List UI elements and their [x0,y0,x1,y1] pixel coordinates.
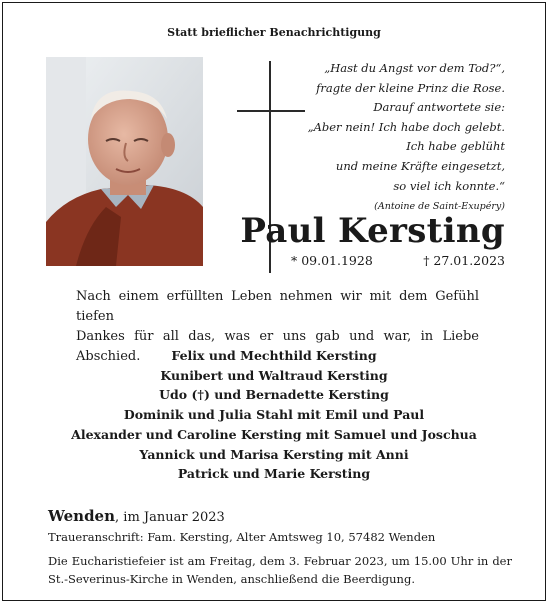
place-date: , im Januar 2023 [115,510,225,525]
poem-attribution: (Antoine de Saint-Exupéry) [374,201,505,213]
message-line: Nach einem erfüllten Leben nehmen wir mit dem Gefühl tiefen [76,289,479,324]
place-town: Wenden [48,507,116,525]
poem-line: fragte der kleine Prinz die Rose. [316,80,505,95]
service-line: St.-Severinus-Kirche in Wenden, anschließend die Beerdigung. [48,572,415,586]
family-member: Patrick und Marie Kersting [177,466,371,482]
service-info [48,552,512,588]
poem-line: Darauf antwortete sie: [373,100,505,115]
family-member: Yannick und Marisa Kersting mit Anni [139,446,409,462]
family-list [3,346,545,484]
mourning-address: Traueranschrift: Fam. Kersting, Alter Amtsweg 10, 57482 Wenden [48,530,436,544]
poem-line: „Aber nein! Ich habe doch gelebt. [307,119,505,134]
place-and-date [48,507,225,525]
poem-line: „Hast du Angst vor dem Tod?“, [324,61,505,75]
family-member: Felix und Mechthild Kersting [171,348,377,363]
deceased-name: Paul Kersting [240,211,505,251]
family-member: Kunibert und Waltraud Kersting [160,367,388,383]
notice-header: Statt brieflicher Benachrichtigung [167,26,381,39]
portrait-photo [46,57,203,266]
birth-date: * 09.01.1928 [291,253,373,268]
family-member: Alexander und Caroline Kersting mit Samuel und Joschua [71,426,477,442]
poem-quote [265,59,505,214]
death-date: † 27.01.2023 [423,253,505,268]
poem-line: und meine Kräfte eingesetzt, [335,158,505,173]
service-line: Die Eucharistiefeier ist am Freitag, dem 3. Februar 2023, um 15.00 Uhr in der [48,554,512,568]
message-line: Dankes für all das, was er uns gab und war, in Liebe Abschied. [76,329,479,364]
family-member: Dominik und Julia Stahl mit Emil und Paul [123,407,425,423]
family-member: Udo (†) und Bernadette Kersting [159,387,389,403]
obituary-notice [2,2,546,601]
poem-line: so viel ich konnte.“ [393,178,505,193]
poem-line: Ich habe geblüht [406,139,505,154]
